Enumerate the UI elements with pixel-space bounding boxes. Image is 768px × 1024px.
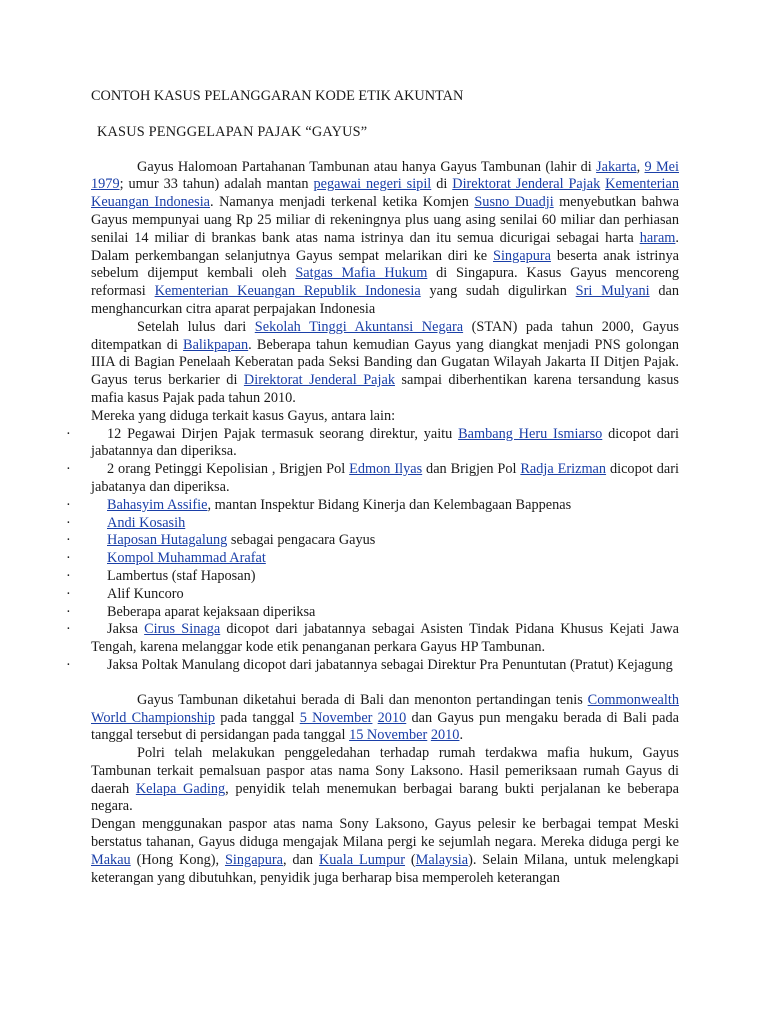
- bullet-icon: ·: [66, 550, 71, 567]
- link-pegawai-negeri-sipil[interactable]: pegawai negeri sipil: [313, 176, 432, 193]
- link-balikpapan[interactable]: Balikpapan: [183, 336, 249, 353]
- list-item: [66, 532, 679, 550]
- body-after-list: [91, 692, 679, 888]
- link-satgas-mafia-hukum[interactable]: Satgas Mafia Hukum: [295, 265, 428, 282]
- text-run: dan Brigjen Pol: [422, 461, 521, 478]
- text-run: dan menghancurkan citra aparat perpajakan Indonesia: [91, 283, 679, 317]
- text-run: Polri telah melakukan penggeledahan terhadap rumah terdakwa mafia hukum, Gayus Tambunan terkait pemalsuan paspor atas nama Sony Laksono. Hasil pemeriksaan rumah Gayus di daerah: [91, 745, 679, 797]
- link-singapura[interactable]: Singapura: [493, 247, 551, 264]
- text-run: sampai diberhentikan karena tersandung kasus mafia kasus Pajak pada tahun 2010.: [91, 372, 679, 406]
- list-item: [66, 461, 679, 497]
- link-edmon-ilyas[interactable]: Edmon Ilyas: [349, 461, 423, 478]
- link-2010[interactable]: 2010: [377, 709, 407, 726]
- text-run: Jaksa: [107, 621, 145, 638]
- link-kuala-lumpur[interactable]: Kuala Lumpur: [318, 851, 406, 868]
- text-run: 2 orang Petinggi Kepolisian , Brigjen Pol: [107, 461, 350, 478]
- list-item: [66, 603, 679, 622]
- text-run: . Beberapa tahun kemudian Gayus yang diangkat menjadi PNS golongan IIIA di Bagian Penelaah Keberatan pada Seksi Banding dan Gugatan Wilayah Jakarta II Ditjen Pajak. Gayus terus berkarier di: [91, 336, 680, 389]
- bullet-icon: ·: [66, 496, 71, 513]
- text-run: , dan: [282, 851, 319, 868]
- text-run: di: [431, 176, 453, 193]
- text-run: , mantan Inspektur Bidang Kinerja dan Kelembagaan Bappenas: [207, 496, 572, 513]
- link-1979[interactable]: 1979: [91, 176, 120, 193]
- text-run: ). Selain Milana, untuk melengkapi keterangan yang dibutuhkan, penyidik juga berharap bisa memperoleh keterangan: [91, 851, 679, 886]
- text-run: Setelah lulus dari: [137, 318, 255, 335]
- paragraph-5: [91, 816, 679, 887]
- text-run: Jaksa Poltak Manulang dicopot dari jabatannya sebagai Direktur Pra Penuntutan (Pratut) Kejagung: [107, 656, 673, 673]
- text-run: Gayus Tambunan diketahui berada di Bali dan menonton pertandingan tenis: [137, 691, 588, 708]
- text-run: Dengan menggunakan paspor atas nama Sony Laksono, Gayus pelesir ke berbagai tempat Meski berstatus tahanan, Gayus diduga mengajak Milana pergi ke sejumlah negara. Mereka diduga pergi ke: [91, 816, 679, 851]
- text-run: dicopot dari jabatanya dan diperiksa.: [91, 461, 679, 495]
- list-intro: Mereka yang diduga terkait kasus Gayus, antara lain:: [91, 407, 396, 424]
- link-direktorat-jenderal-pajak[interactable]: Direktorat Jenderal Pajak: [243, 372, 395, 389]
- link-makau[interactable]: Makau: [91, 851, 131, 868]
- text-run: ; umur 33 tahun) adalah mantan: [119, 176, 314, 193]
- list-item: [66, 550, 679, 568]
- text-run: . Dalam perkembangan selanjutnya Gayus sempat melarikan diri ke: [91, 229, 679, 264]
- link-malaysia[interactable]: Malaysia: [415, 851, 469, 868]
- link-kementerian-keuangan-indonesia[interactable]: Kementerian Keuangan Indonesia: [91, 176, 679, 211]
- list-item: [66, 496, 679, 515]
- link-bahasyim-assifie[interactable]: Bahasyim Assifie: [107, 496, 208, 513]
- text-run: Beberapa aparat kejaksaan diperiksa: [107, 603, 316, 620]
- link-commonwealth-world-championship[interactable]: Commonwealth World Championship: [91, 691, 679, 726]
- list-item: [66, 514, 679, 533]
- bullet-icon: ·: [66, 621, 71, 638]
- bullet-icon: ·: [66, 567, 71, 584]
- text-run: ,: [636, 158, 645, 175]
- paragraph-3: [91, 692, 679, 745]
- bullet-icon: ·: [66, 585, 71, 602]
- text-run: dan Gayus pun mengaku berada di Bali pada tanggal tersebut di persidangan pada tanggal: [91, 709, 680, 744]
- link-haposan-hutagalung[interactable]: Haposan Hutagalung: [107, 532, 228, 549]
- list-item: [66, 425, 679, 462]
- link-5-november[interactable]: 5 November: [299, 709, 373, 726]
- text-run: 12 Pegawai Dirjen Pajak termasuk seorang direktur, yaitu: [107, 425, 459, 442]
- link-2010[interactable]: 2010: [430, 727, 460, 744]
- text-run: .: [459, 727, 464, 744]
- document-subtitle: KASUS PENGGELAPAN PAJAK “GAYUS”: [97, 123, 368, 140]
- link-radja-erizman[interactable]: Radja Erizman: [520, 461, 607, 478]
- text-run: dicopot dari jabatannya sebagai Asisten Tindak Pidana Khusus Kejati Jawa Tengah, karena melanggar kode etik penanganan perkara Gayus HP Tambunan.: [91, 621, 679, 656]
- list-item: [66, 567, 679, 586]
- bullet-icon: ·: [66, 425, 71, 442]
- bullet-icon: ·: [66, 603, 71, 620]
- text-run: beserta anak istrinya sebelum dijemput kembali oleh: [91, 247, 679, 282]
- text-run: menyebutkan bahwa Gayus mempunyai uang Rp 25 miliar di rekeningnya plus uang asing senilai 60 miliar dan perhiasan senilai 14 miliar di brankas bank atas nama istrinya dan itu semua dicurigai sebagai harta: [91, 194, 679, 246]
- text-run: yang sudah digulirkan: [420, 283, 576, 300]
- link-direktorat-jenderal-pajak[interactable]: Direktorat Jenderal Pajak: [452, 176, 601, 193]
- list-item: [66, 585, 679, 604]
- link-haram[interactable]: haram: [639, 229, 676, 246]
- bullet-icon: ·: [66, 461, 71, 478]
- paragraph-4: [91, 745, 679, 816]
- bullet-icon: ·: [66, 514, 71, 531]
- text-run: (: [405, 851, 416, 868]
- link-kementerian-keuangan-republik-indonesia[interactable]: Kementerian Keuangan Republik Indonesia: [154, 283, 421, 300]
- text-run: (Hong Kong),: [130, 851, 225, 868]
- text-run: Lambertus (staf Haposan): [107, 567, 256, 584]
- link-15-november[interactable]: 15 November: [349, 727, 428, 744]
- list-item: [66, 621, 679, 657]
- document-page: [66, 88, 680, 887]
- link-kompol-muhammad-arafat[interactable]: Kompol Muhammad Arafat: [107, 550, 266, 567]
- link-sri-mulyani[interactable]: Sri Mulyani: [575, 283, 650, 300]
- bullet-icon: ·: [66, 656, 71, 673]
- text-run: (STAN) pada tahun 2000, Gayus ditempatkan di: [91, 318, 679, 353]
- link-andi-kosasih[interactable]: Andi Kosasih: [107, 514, 186, 531]
- text-run: pada tanggal: [215, 709, 300, 726]
- link-kelapa-gading[interactable]: Kelapa Gading: [135, 780, 226, 797]
- link-bambang-heru-ismiarso[interactable]: Bambang Heru Ismiarso: [458, 425, 603, 442]
- link-susno-duadji[interactable]: Susno Duadji: [474, 194, 554, 211]
- suspects-list: [66, 425, 679, 675]
- link-cirus-sinaga[interactable]: Cirus Sinaga: [144, 621, 221, 638]
- list-item: [66, 656, 679, 675]
- link-jakarta[interactable]: Jakarta: [596, 158, 637, 175]
- link-sekolah-tinggi-akuntansi-negara[interactable]: Sekolah Tinggi Akuntansi Negara: [254, 318, 464, 335]
- text-run: . Namanya menjadi terkenal ketika Komjen: [210, 194, 475, 211]
- text-run: di Singapura. Kasus Gayus mencoreng reformasi: [91, 265, 679, 300]
- text-run: dicopot dari jabatannya dan diperiksa.: [91, 425, 679, 460]
- link-9-mei[interactable]: 9 Mei: [644, 158, 679, 175]
- paragraph-intro: [91, 159, 679, 319]
- paragraph-career: [91, 319, 679, 408]
- text-run: sebagai pengacara Gayus: [227, 532, 376, 549]
- bullet-icon: ·: [66, 532, 71, 549]
- text-run: Alif Kuncoro: [107, 585, 184, 602]
- document-title: CONTOH KASUS PELANGGARAN KODE ETIK AKUNTAN: [91, 88, 464, 104]
- text-run: , penyidik telah menemukan berbagai barang bukti perjalanan ke beberapa negara.: [91, 780, 679, 815]
- link-singapura[interactable]: Singapura: [224, 851, 283, 868]
- text-run: Gayus Halomoan Partahanan Tambunan atau hanya Gayus Tambunan (lahir di: [137, 158, 597, 175]
